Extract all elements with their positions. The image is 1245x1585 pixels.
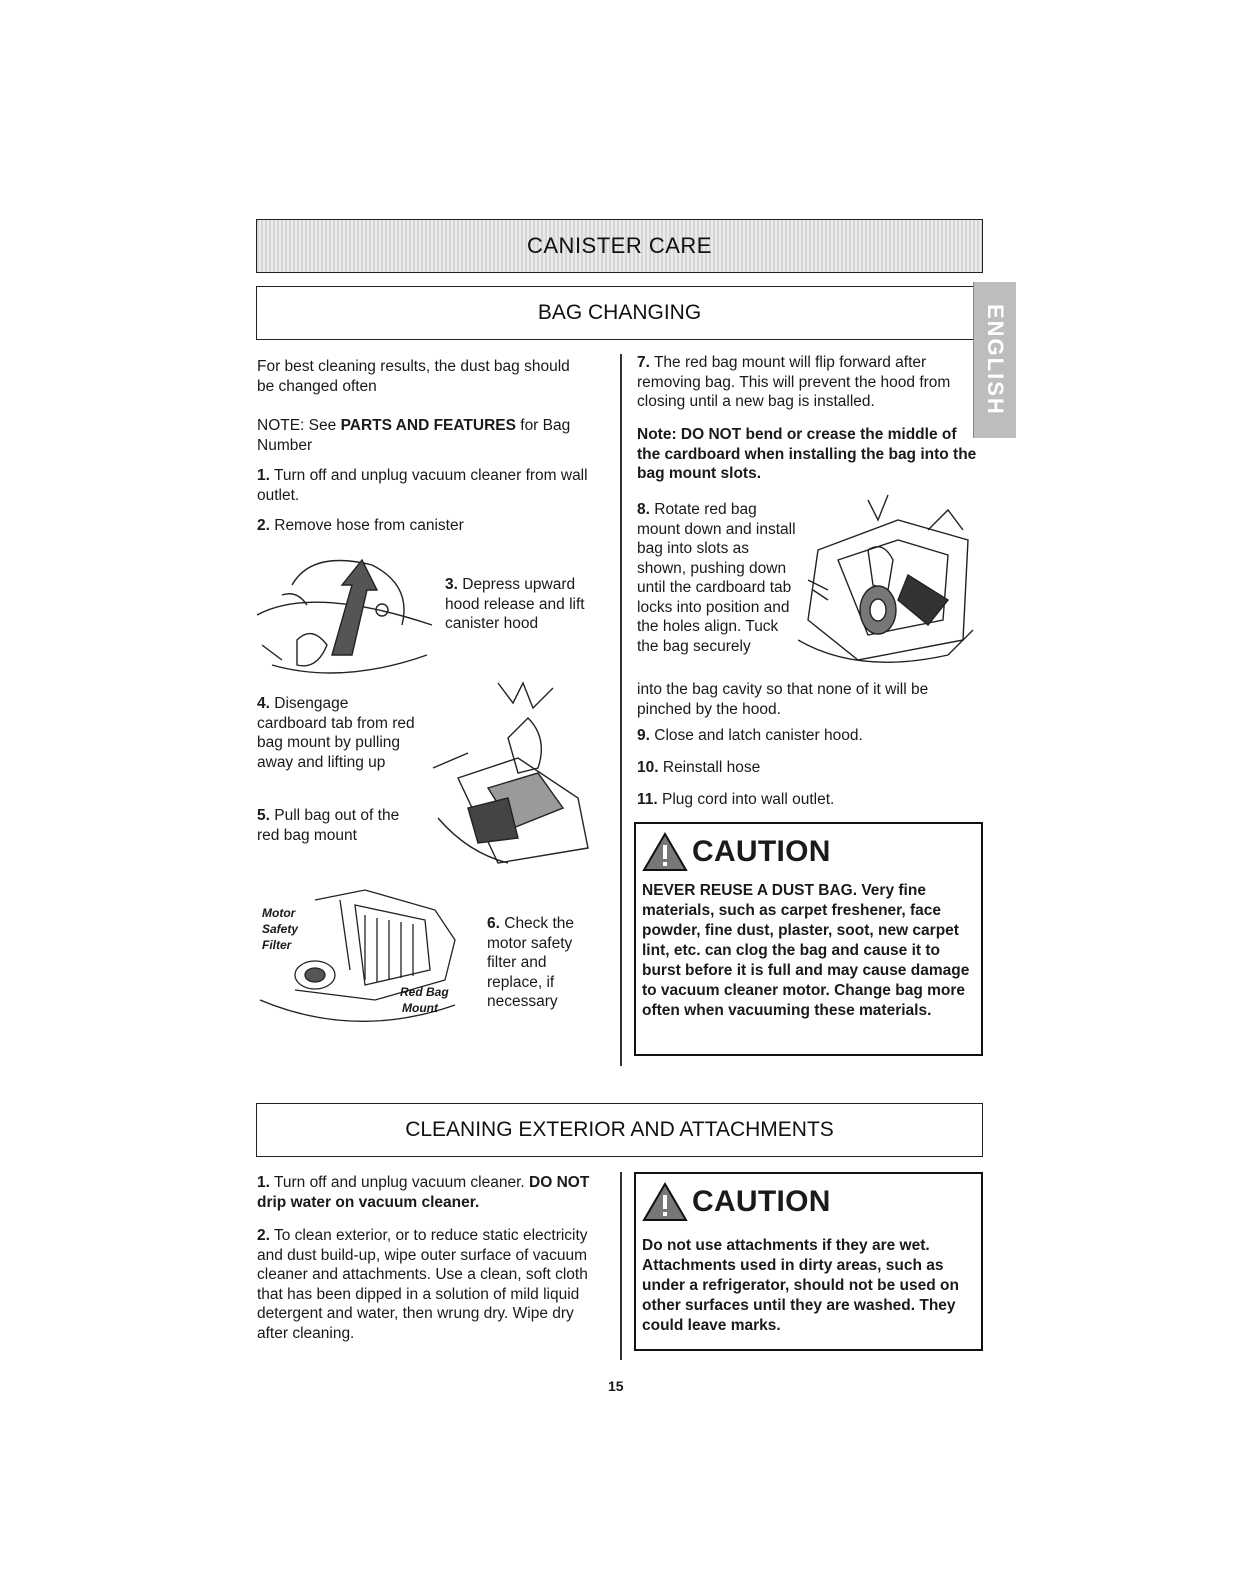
step-6-text: Check the motor safety filter and replace, if necessary [487,915,575,1010]
caution-body: Do not use attachments if they are wet. Attachments used in dirty areas, such as under a refrigerator, should not be used on other surfaces until they are washed. They could leave marks. [642,1237,959,1334]
bag-intro [257,357,587,396]
caution-heading [642,1182,831,1222]
warning-icon [642,1182,688,1222]
step-8-first-part [637,500,797,656]
step-9 [637,726,972,746]
step-8-continued-text: into the bag cavity so that none of it will be pinched by the hood. [637,681,929,718]
label-filter: Filter [262,938,292,952]
banner-title: CANISTER CARE [527,233,712,258]
note-bold: PARTS AND FEATURES [340,417,516,434]
step-3-text: Depress upward hood release and lift canister hood [445,576,585,632]
caution-box-attachments [634,1172,983,1351]
note-no-bend-text: Note: DO NOT bend or crease the middle of the cardboard when installing the bag into the bag mount slots. [637,426,977,482]
cleaning-step-1-text: Turn off and unplug vacuum cleaner. [269,1174,530,1191]
step-8-continued [637,680,977,719]
label-red-bag: Red Bag [400,985,449,999]
cleaning-step-2-text: To clean exterior, or to reduce static electricity and dust build-up, wipe outer surface of vacuum cleaner and attachments. Use a clean, soft cloth that has been dipped in a solution of mild liquid detergent and water, then wrung dry. Wipe dry after cleaning. [257,1227,588,1342]
caution-box-dust-bag [634,822,983,1056]
step-7 [637,353,972,412]
column-divider-top [620,354,622,1066]
step-11-text: Plug cord into wall outlet. [657,791,835,808]
step-6 [487,914,592,1012]
column-divider-bottom [620,1172,622,1360]
step-10-number: 10. [637,759,659,776]
canister-care-banner [256,219,983,273]
step-9-text: Close and latch canister hood. [649,727,863,744]
note-suffix: for Bag Number [257,417,571,454]
step-2-text: Remove hose from canister [269,517,464,534]
cleaning-title: CLEANING EXTERIOR AND ATTACHMENTS [405,1118,834,1141]
note-parts [257,416,587,455]
step-4-text: Disengage cardboard tab from red bag mount by pulling away and lifting up [257,695,415,771]
step-1-text: Turn off and unplug vacuum cleaner from wall outlet. [257,467,588,504]
cleaning-step-1 [257,1173,592,1212]
step-4 [257,694,422,772]
step-1 [257,466,597,505]
step-10 [637,758,972,778]
step-2 [257,516,587,536]
step-6-number: 6. [487,915,500,932]
intro-text: For best cleaning results, the dust bag should be changed often [257,358,570,395]
bag-changing-title: BAG CHANGING [537,301,702,324]
page-number: 15 [608,1378,624,1394]
step-5-text: Pull bag out of the red bag mount [257,807,400,844]
step-8-number: 8. [637,501,650,518]
note-prefix: NOTE: See [257,417,341,434]
step-1-number: 1. [257,467,270,484]
step-7-number: 7. [637,354,650,371]
label-motor: Motor [262,906,296,920]
cleaning-step-2-number: 2. [257,1227,270,1244]
caution-title: CAUTION [692,1185,831,1218]
caution-title: CAUTION [692,835,831,868]
step-2-number: 2. [257,517,270,534]
step-9-number: 9. [637,727,650,744]
english-side-tab [973,282,1016,438]
cleaning-step-1-number: 1. [257,1174,270,1191]
label-safety: Safety [262,922,299,936]
caution-body: NEVER REUSE A DUST BAG. Very fine materials, such as carpet freshener, face powder, fine dust, plaster, soot, new carpet lint, etc. can clog the bag and cause it to burst before it is full and may cause damage to vacuum cleaner motor. Change bag more often when vacuuming these materials. [642,882,970,1019]
step-3-number: 3. [445,576,458,593]
hood-release-illustration [252,545,437,680]
step-7-text: The red bag mount will flip forward after removing bag. This will prevent the hood from closing until a new bag is installed. [637,354,951,410]
caution-heading [642,832,831,872]
step-5-number: 5. [257,807,270,824]
step-8-visible: Rotate red bag mount down and install bag into slots as shown, pushing down until the cardboard tab locks into position and the holes align. Tuck the bag securely [637,501,796,655]
bag-install-illustration [798,490,983,680]
cleaning-heading [256,1103,983,1157]
step-4-number: 4. [257,695,270,712]
step-5 [257,806,422,845]
side-tab-label: ENGLISH [983,304,1008,416]
step-11 [637,790,972,810]
step-3 [445,575,595,634]
step-11-number: 11. [637,791,658,808]
bag-changing-heading [256,286,983,340]
step-10-text: Reinstall hose [658,759,761,776]
cleaning-step-2 [257,1226,597,1343]
label-mount: Mount [402,1001,438,1015]
bag-removal-illustration [428,678,598,868]
note-no-bend [637,425,977,484]
warning-icon [642,832,688,872]
cleaning-step-1-warning: DO NOT drip water on vacuum cleaner. [257,1174,590,1211]
